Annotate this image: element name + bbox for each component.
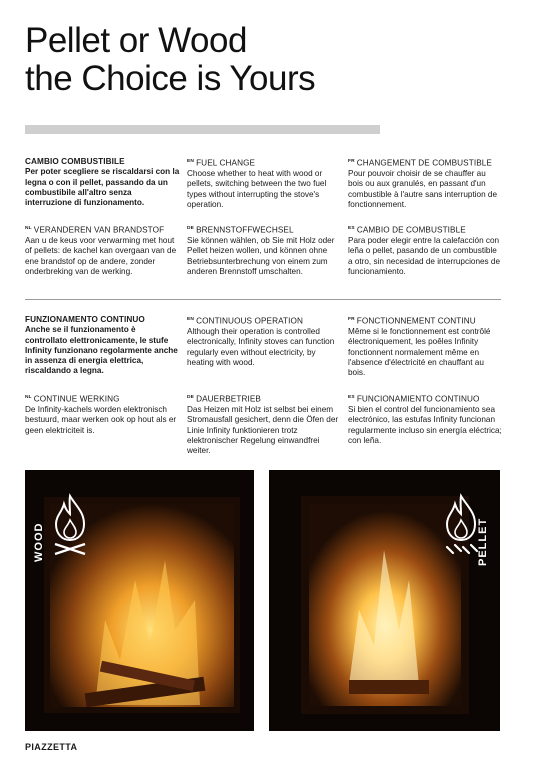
heading-text: VERANDEREN VAN BRANDSTOF [33,225,165,235]
heading [348,315,503,327]
heading [187,224,342,236]
heading-text: BRENNSTOFFWECHSEL [196,225,294,235]
continuous-operation-fr [348,315,503,379]
heading-text: CAMBIO DE COMBUSTIBLE [356,225,466,235]
wood-flame-icon [50,492,90,558]
heading-text: FONCTIONNEMENT CONTINU [356,316,476,326]
heading-text: FUNCIONAMIENTO CONTINUO [356,394,480,404]
body: Per poter scegliere se riscaldarsi con la legna o con il pellet, passando da un combustibile all'altro senza interruzione di funzionamento. [25,167,180,208]
continuous-operation-it [25,315,180,377]
body: Para poder elegir entre la calefacción con leña o pellet, pasando de un combustible a otro, sin necesidad de interrupciones de funcionamiento. [348,236,501,276]
section-divider [25,299,501,300]
wood-label: WOOD [33,522,45,562]
fuel-change-es [348,224,503,277]
body: Pour pouvoir choisir de se chauffer au bois ou aux granulés, en passant d'un combustible à l'autre sans interruption de fonctionnement. [348,169,498,209]
title-line-1: Pellet or Wood [25,21,247,60]
pellet-fire-photo [269,470,500,731]
pellet-flame-icon [441,492,481,558]
body: Although their operation is controlled electronically, Infinity stoves can function regularly even without electricity, by heating with wood. [187,327,335,367]
wood-fire-photo [25,470,254,731]
continuous-operation-nl [25,393,180,436]
page-title [25,22,315,98]
body: Anche se il funzionamento è controllato elettronicamente, le stufe Infinity funzionano regolarmente anche in assenza di energia elettrica, riscaldando a legna. [25,325,178,376]
heading-text: CONTINUE WERKING [33,394,120,404]
heading: FUNZIONAMENTO CONTINUO [25,315,145,324]
heading-text: DAUERBETRIEB [196,394,261,404]
fuel-change-de [187,224,342,277]
body: Das Heizen mit Holz ist selbst bei einem Stromausfall gesichert, denn die Öfen der Linie Infinity funktionieren trotz elektronischer Regelung einwandfrei weiter. [187,405,339,456]
heading [25,224,180,236]
title-underline-bar [25,125,380,134]
brand-logo: PIAZZETTA [25,742,78,752]
heading-text: FUEL CHANGE [196,158,256,168]
continuous-operation-en [187,315,342,368]
heading-text: CHANGEMENT DE COMBUSTIBLE [356,158,492,168]
continuous-operation-es [348,393,503,446]
heading [348,224,503,236]
lang-code: ES [348,226,355,231]
fuel-change-en [187,157,342,210]
fuel-change-fr [348,157,503,210]
heading [348,393,503,405]
heading [187,393,342,405]
lang-code: FR [348,159,355,164]
body: Choose whether to heat with wood or pellets, switching between the two fuel types without interrupting the stove's operation. [187,169,327,209]
continuous-operation-de [187,393,342,457]
body: Aan u de keus voor verwarming met hout of pellets: de kachel kan overgaan van de ene brandstof op de andere, zonder onderbreking van de werking. [25,236,177,276]
fuel-change-nl [25,224,180,277]
fuel-change-it [25,157,180,208]
body: Même si le fonctionnement est contrôlé électroniquement, les poêles Infinity fonctionnent normalement même en l'absence d'électricité en chauffant au bois. [348,327,491,378]
heading [348,157,503,169]
lang-code: NL [25,395,32,400]
heading: CAMBIO COMBUSTIBILE [25,157,125,166]
lang-code: NL [25,226,32,231]
heading [187,315,342,327]
lang-code: EN [187,159,195,164]
heading [187,157,342,169]
heading-text: CONTINUOUS OPERATION [196,316,304,326]
lang-code: FR [348,317,355,322]
lang-code: DE [187,395,195,400]
body: Sie können wählen, ob Sie mit Holz oder Pellet heizen wollen, und können ohne Betriebsunterbrechung von einem zum anderen Brennstoff umschalten. [187,236,335,276]
lang-code: ES [348,395,355,400]
heading [25,393,180,405]
body: De Infinity-kachels worden elektronisch bestuurd, maar werken ook op hout als er geen elektriciteit is. [25,405,177,435]
lang-code: EN [187,317,195,322]
lang-code: DE [187,226,195,231]
pellet-label: PELLET [477,517,489,566]
body: Si bien el control del funcionamiento sea electrónico, las estufas Infinity funcionan regularmente incluso sin energía eléctrica; con leña. [348,405,502,445]
title-line-2: the Choice is Yours [25,59,316,98]
